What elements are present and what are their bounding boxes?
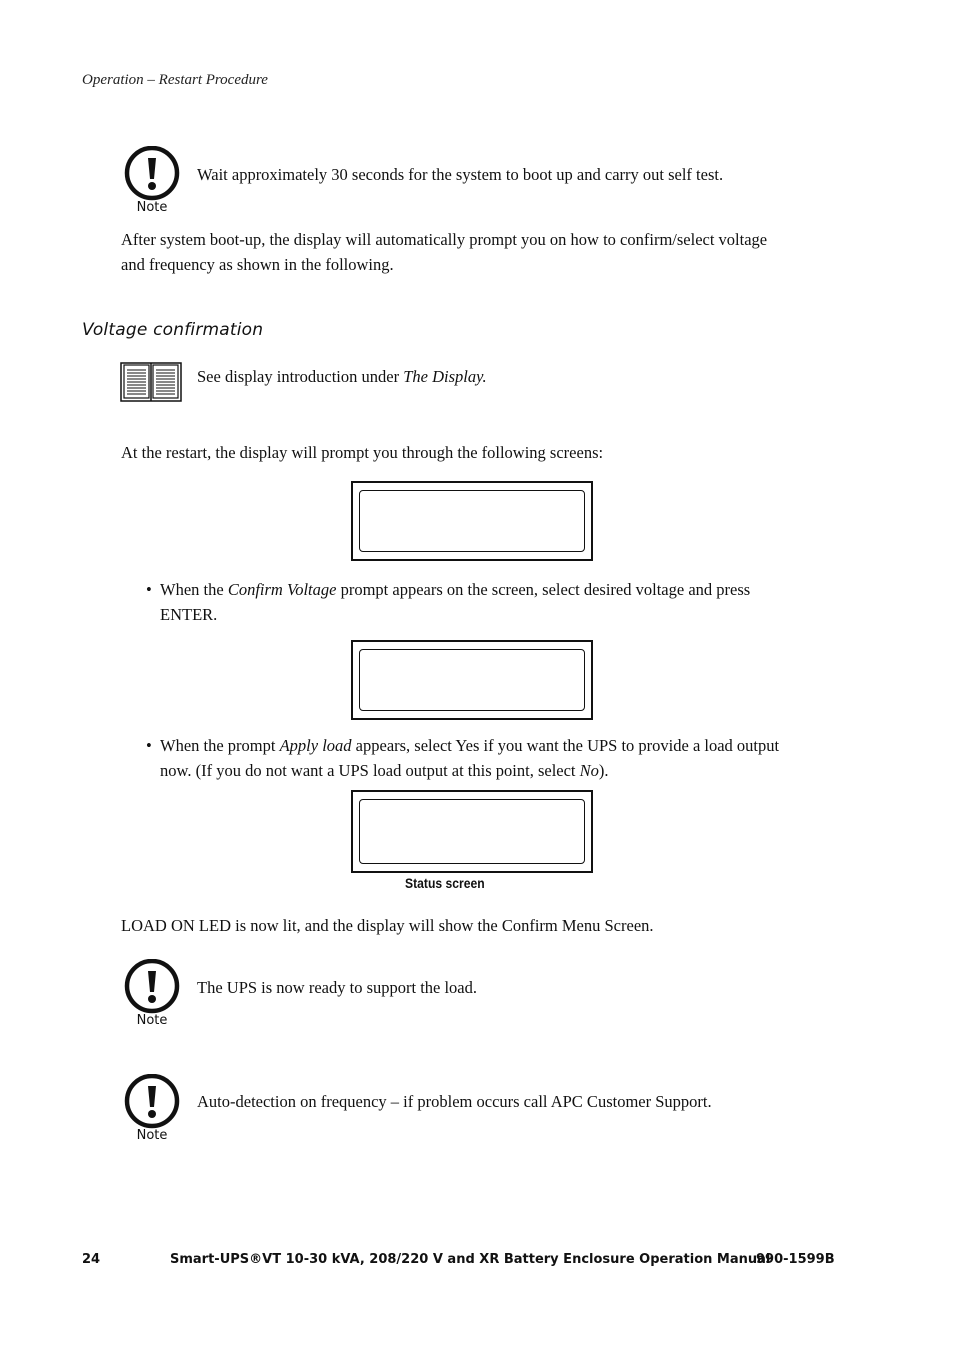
load-on-text: LOAD ON LED is now lit, and the display will show the Confirm Menu Screen.: [121, 916, 654, 935]
bullet-marker: •: [146, 736, 152, 755]
note-label: Note: [136, 200, 168, 215]
book-icon: [120, 361, 182, 403]
note-text: The UPS is now ready to support the load.: [197, 978, 478, 997]
bullet-marker: •: [146, 580, 152, 599]
bullet-line: [160, 758, 779, 783]
status-lcd-screen: [351, 790, 593, 873]
intro-paragraph: [121, 227, 767, 277]
intro-line: After system boot-up, the display will automatically prompt you on how to confirm/select voltage: [121, 230, 768, 249]
text-run: now. (If you do not want a UPS load output at this point, select: [160, 761, 580, 780]
note-text: Wait approximately 30 seconds for the system to boot up and carry out self test.: [197, 165, 724, 184]
text-run: When the prompt: [160, 736, 280, 755]
lcd-screen: [351, 481, 593, 561]
option-name: No: [579, 761, 599, 780]
bullet-line: ENTER.: [160, 605, 218, 624]
text-run: When the: [160, 580, 228, 599]
prompt-name: Apply load: [279, 736, 352, 755]
bullet-item: [160, 733, 779, 783]
status-screen-caption: Status screen: [405, 876, 485, 891]
manual-title: Smart-UPS®VT 10-30 kVA, 208/220 V and XR Battery Enclosure Operation Manual: [170, 1252, 771, 1267]
note-text: Auto-detection on frequency – if problem occurs call APC Customer Support.: [197, 1092, 712, 1111]
restart-text: At the restart, the display will prompt you through the following screens:: [121, 443, 604, 462]
reference-prefix: See display introduction under: [197, 367, 404, 386]
lcd-display-area: [359, 799, 585, 864]
prompt-name: Confirm Voltage: [227, 580, 337, 599]
note-label: Note: [136, 1013, 168, 1028]
lcd-screen: [351, 640, 593, 720]
lcd-display-area: [359, 649, 585, 711]
text-run: prompt appears on the screen, select desired voltage and press: [336, 580, 751, 599]
note-icon: [121, 146, 183, 218]
intro-line: and frequency as shown in the following.: [121, 255, 394, 274]
bullet-item: [160, 577, 750, 627]
lcd-display-area: [359, 490, 585, 552]
reference-text: [197, 364, 487, 389]
reference-link: The Display.: [403, 367, 487, 386]
page-number: 24: [82, 1252, 101, 1267]
bullet-line: [160, 733, 779, 758]
section-heading: Voltage confirmation: [82, 320, 264, 340]
note-icon: [121, 1074, 183, 1146]
text-run: appears, select Yes if you want the UPS to provide a load output: [351, 736, 780, 755]
running-header: Operation – Restart Procedure: [82, 72, 268, 88]
document-number: 990-1599B: [756, 1252, 835, 1267]
note-label: Note: [136, 1128, 168, 1143]
text-run: ).: [598, 761, 609, 780]
note-icon: [121, 959, 183, 1031]
bullet-line: [160, 577, 750, 602]
